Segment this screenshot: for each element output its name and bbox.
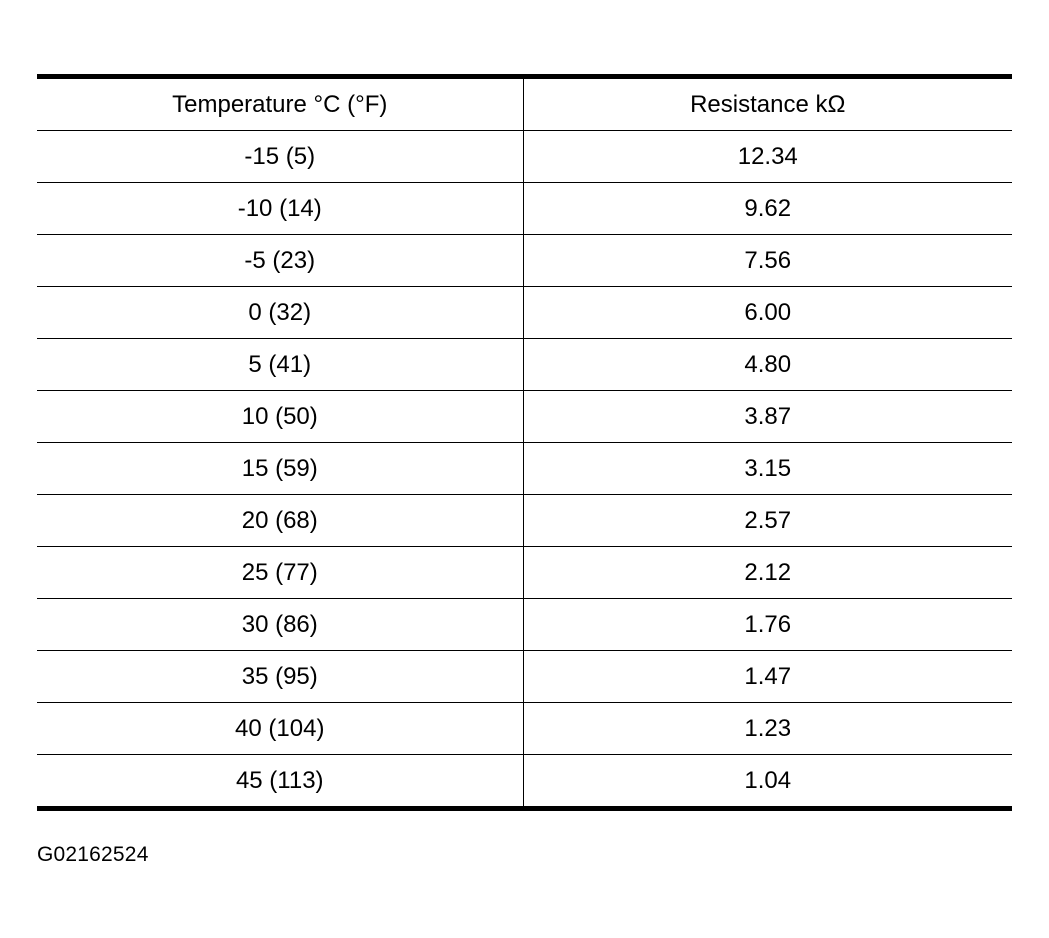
temperature-cell: -5 (23) xyxy=(37,235,523,287)
header-row xyxy=(37,77,1012,131)
resistance-cell: 6.00 xyxy=(523,287,1012,339)
table-row xyxy=(37,599,1012,651)
table-row xyxy=(37,547,1012,599)
table-row xyxy=(37,755,1012,809)
table-row xyxy=(37,235,1012,287)
table-body xyxy=(37,131,1012,809)
temperature-cell: 25 (77) xyxy=(37,547,523,599)
temperature-cell: 30 (86) xyxy=(37,599,523,651)
figure-id: G02162524 xyxy=(37,843,149,866)
resistance-cell: 9.62 xyxy=(523,183,1012,235)
resistance-cell: 1.47 xyxy=(523,651,1012,703)
temperature-cell: -15 (5) xyxy=(37,131,523,183)
table-row xyxy=(37,443,1012,495)
table-row xyxy=(37,703,1012,755)
table-row xyxy=(37,495,1012,547)
temperature-cell: 0 (32) xyxy=(37,287,523,339)
table-header xyxy=(37,77,1012,131)
temperature-cell: 45 (113) xyxy=(37,755,523,809)
resistance-column-header: Resistance kΩ xyxy=(523,77,1012,131)
temperature-cell: 10 (50) xyxy=(37,391,523,443)
resistance-cell: 1.04 xyxy=(744,766,792,794)
resistance-cell: 3.87 xyxy=(523,391,1012,443)
resistance-cell: 2.57 xyxy=(523,495,1012,547)
temperature-cell: 15 (59) xyxy=(37,443,523,495)
temperature-column-header: Temperature °C (°F) xyxy=(37,77,523,131)
temperature-cell: 40 (104) xyxy=(37,703,523,755)
table-row xyxy=(37,391,1012,443)
table-row xyxy=(37,339,1012,391)
table-row xyxy=(37,651,1012,703)
resistance-cell: 4.80 xyxy=(523,339,1012,391)
resistance-cell: 7.56 xyxy=(523,235,1012,287)
resistance-cell: 1.76 xyxy=(523,599,1012,651)
table-row xyxy=(37,287,1012,339)
temperature-resistance-table xyxy=(37,74,1012,811)
resistance-cell: 3.15 xyxy=(523,443,1012,495)
temperature-cell: -10 (14) xyxy=(37,183,523,235)
temperature-cell: 5 (41) xyxy=(37,339,523,391)
resistance-cell: 12.34 xyxy=(523,131,1012,183)
resistance-cell: 1.23 xyxy=(523,703,1012,755)
temperature-cell: 35 (95) xyxy=(37,651,523,703)
resistance-cell: 2.12 xyxy=(523,547,1012,599)
table-row xyxy=(37,183,1012,235)
table-row xyxy=(37,131,1012,183)
temperature-cell: 20 (68) xyxy=(37,495,523,547)
